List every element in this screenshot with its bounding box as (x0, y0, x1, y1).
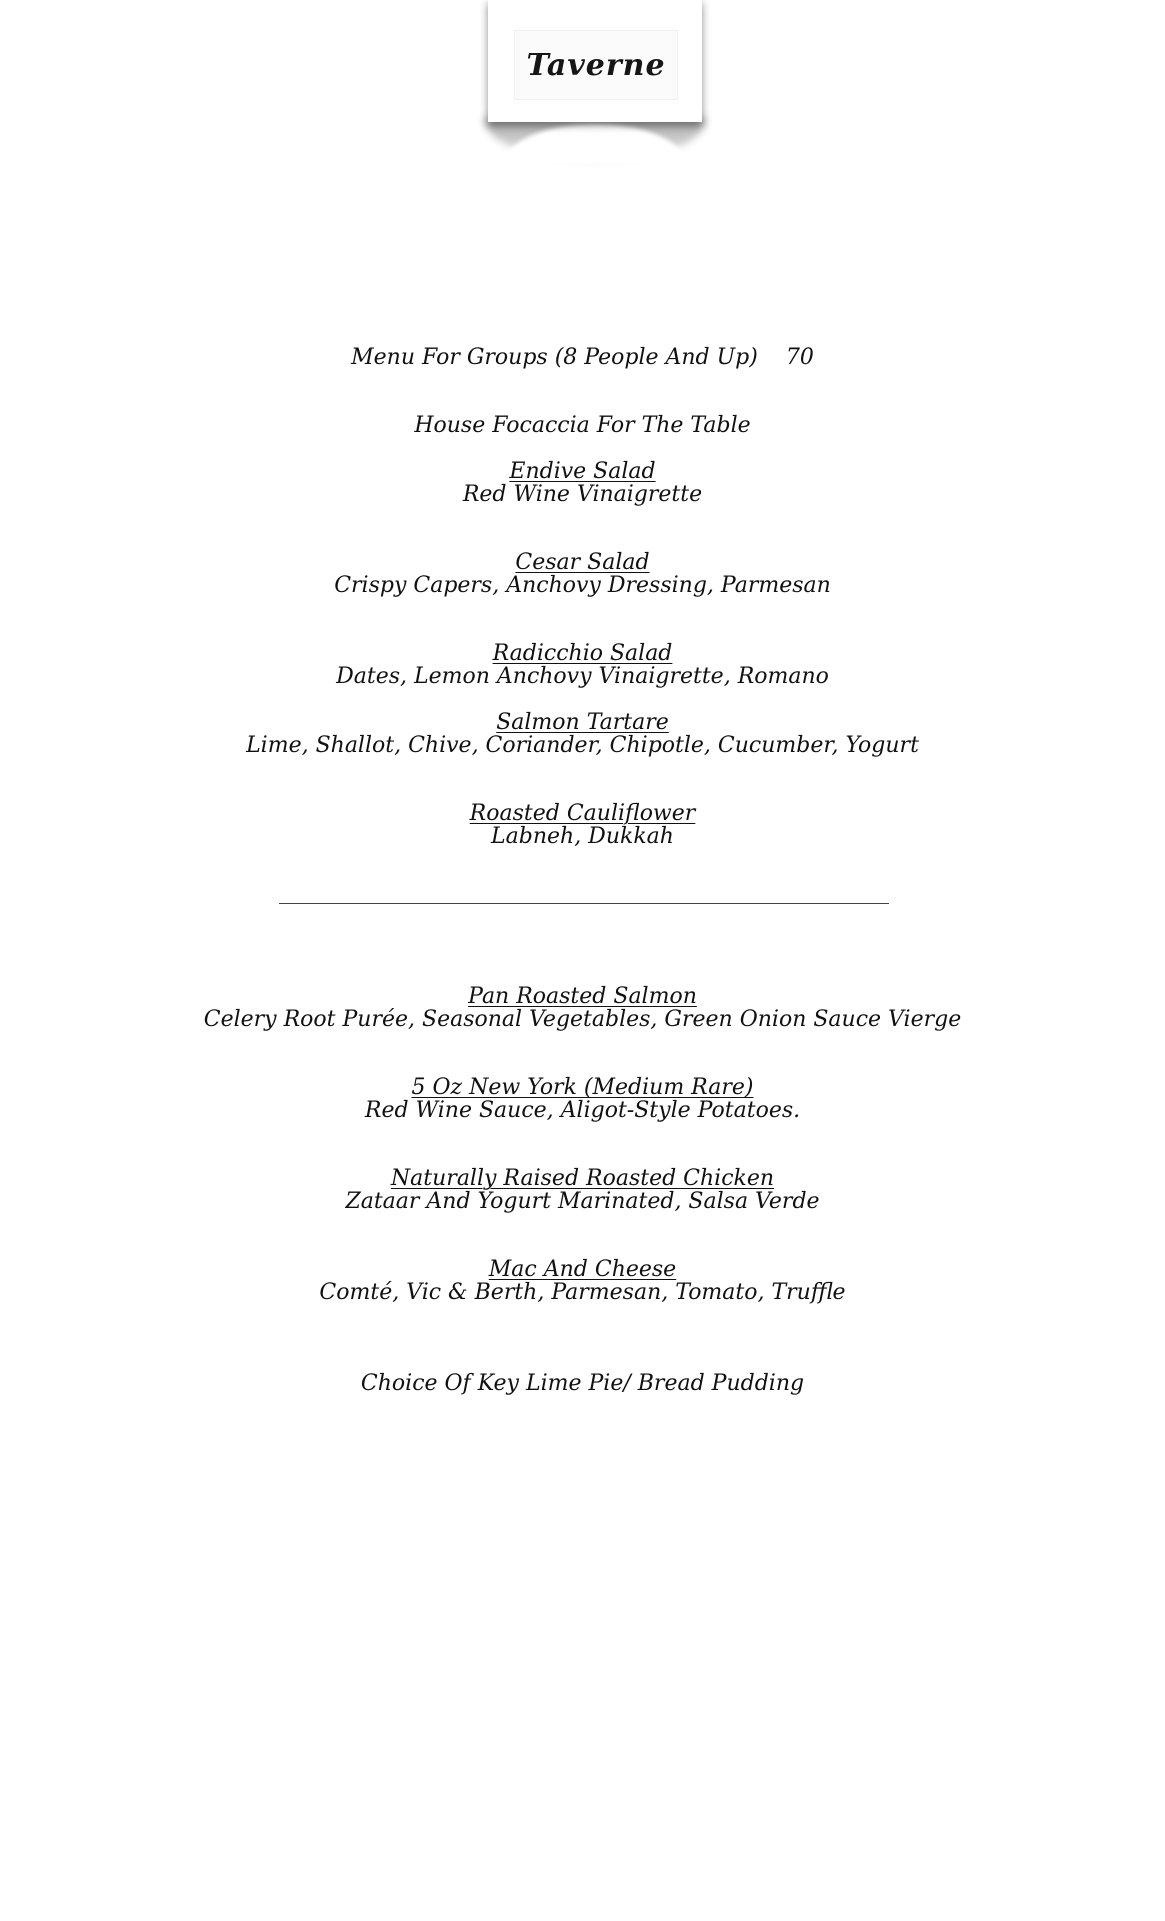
starter-desc-radicchio: Dates, Lemon Anchovy Vinaigrette, Romano (336, 664, 829, 689)
bread-line: House Focaccia For The Table (414, 413, 751, 438)
starter-name-cauliflower: Roasted Cauliflower (469, 801, 696, 826)
main-name-chicken: Naturally Raised Roasted Chicken (390, 1166, 775, 1191)
starter-desc-salmon-tartare: Lime, Shallot, Chive, Coriander, Chipotle, Cucumber, Yogurt (246, 733, 919, 758)
main-name-salmon: Pan Roasted Salmon (468, 984, 697, 1009)
main-desc-chicken: Zataar And Yogurt Marinated, Salsa Verde (345, 1189, 820, 1214)
main-name-new-york: 5 Oz New York (Medium Rare) (411, 1075, 754, 1100)
starter-desc-endive: Red Wine Vinaigrette (462, 482, 703, 507)
starter-desc-cauliflower: Labneh, Dukkah (491, 824, 674, 849)
main-desc-mac-and-cheese: Comté, Vic & Berth, Parmesan, Tomato, Truffle (319, 1280, 846, 1305)
starter-name-radicchio: Radicchio Salad (492, 641, 673, 666)
main-desc-salmon: Celery Root Purée, Seasonal Vegetables, Green Onion Sauce Vierge (203, 1007, 962, 1032)
logo (514, 30, 678, 100)
starter-desc-cesar: Crispy Capers, Anchovy Dressing, Parmesan (334, 573, 831, 598)
starter-name-cesar: Cesar Salad (515, 550, 650, 575)
dessert-line: Choice Of Key Lime Pie/ Bread Pudding (360, 1371, 805, 1396)
menu-title: Menu For Groups (8 People And Up) (351, 345, 758, 370)
menu-price: 70 (785, 345, 814, 370)
section-divider (279, 903, 889, 904)
starter-name-salmon-tartare: Salmon Tartare (496, 710, 669, 735)
main-desc-new-york: Red Wine Sauce, Aligot-Style Potatoes. (364, 1098, 801, 1123)
main-name-mac-and-cheese: Mac And Cheese (488, 1257, 677, 1282)
logo-card (488, 0, 702, 122)
menu-title-line (0, 346, 1165, 370)
logo-text: Taverne (526, 47, 666, 83)
logo-card-wrapper (484, 0, 706, 175)
starter-name-endive: Endive Salad (509, 459, 656, 484)
